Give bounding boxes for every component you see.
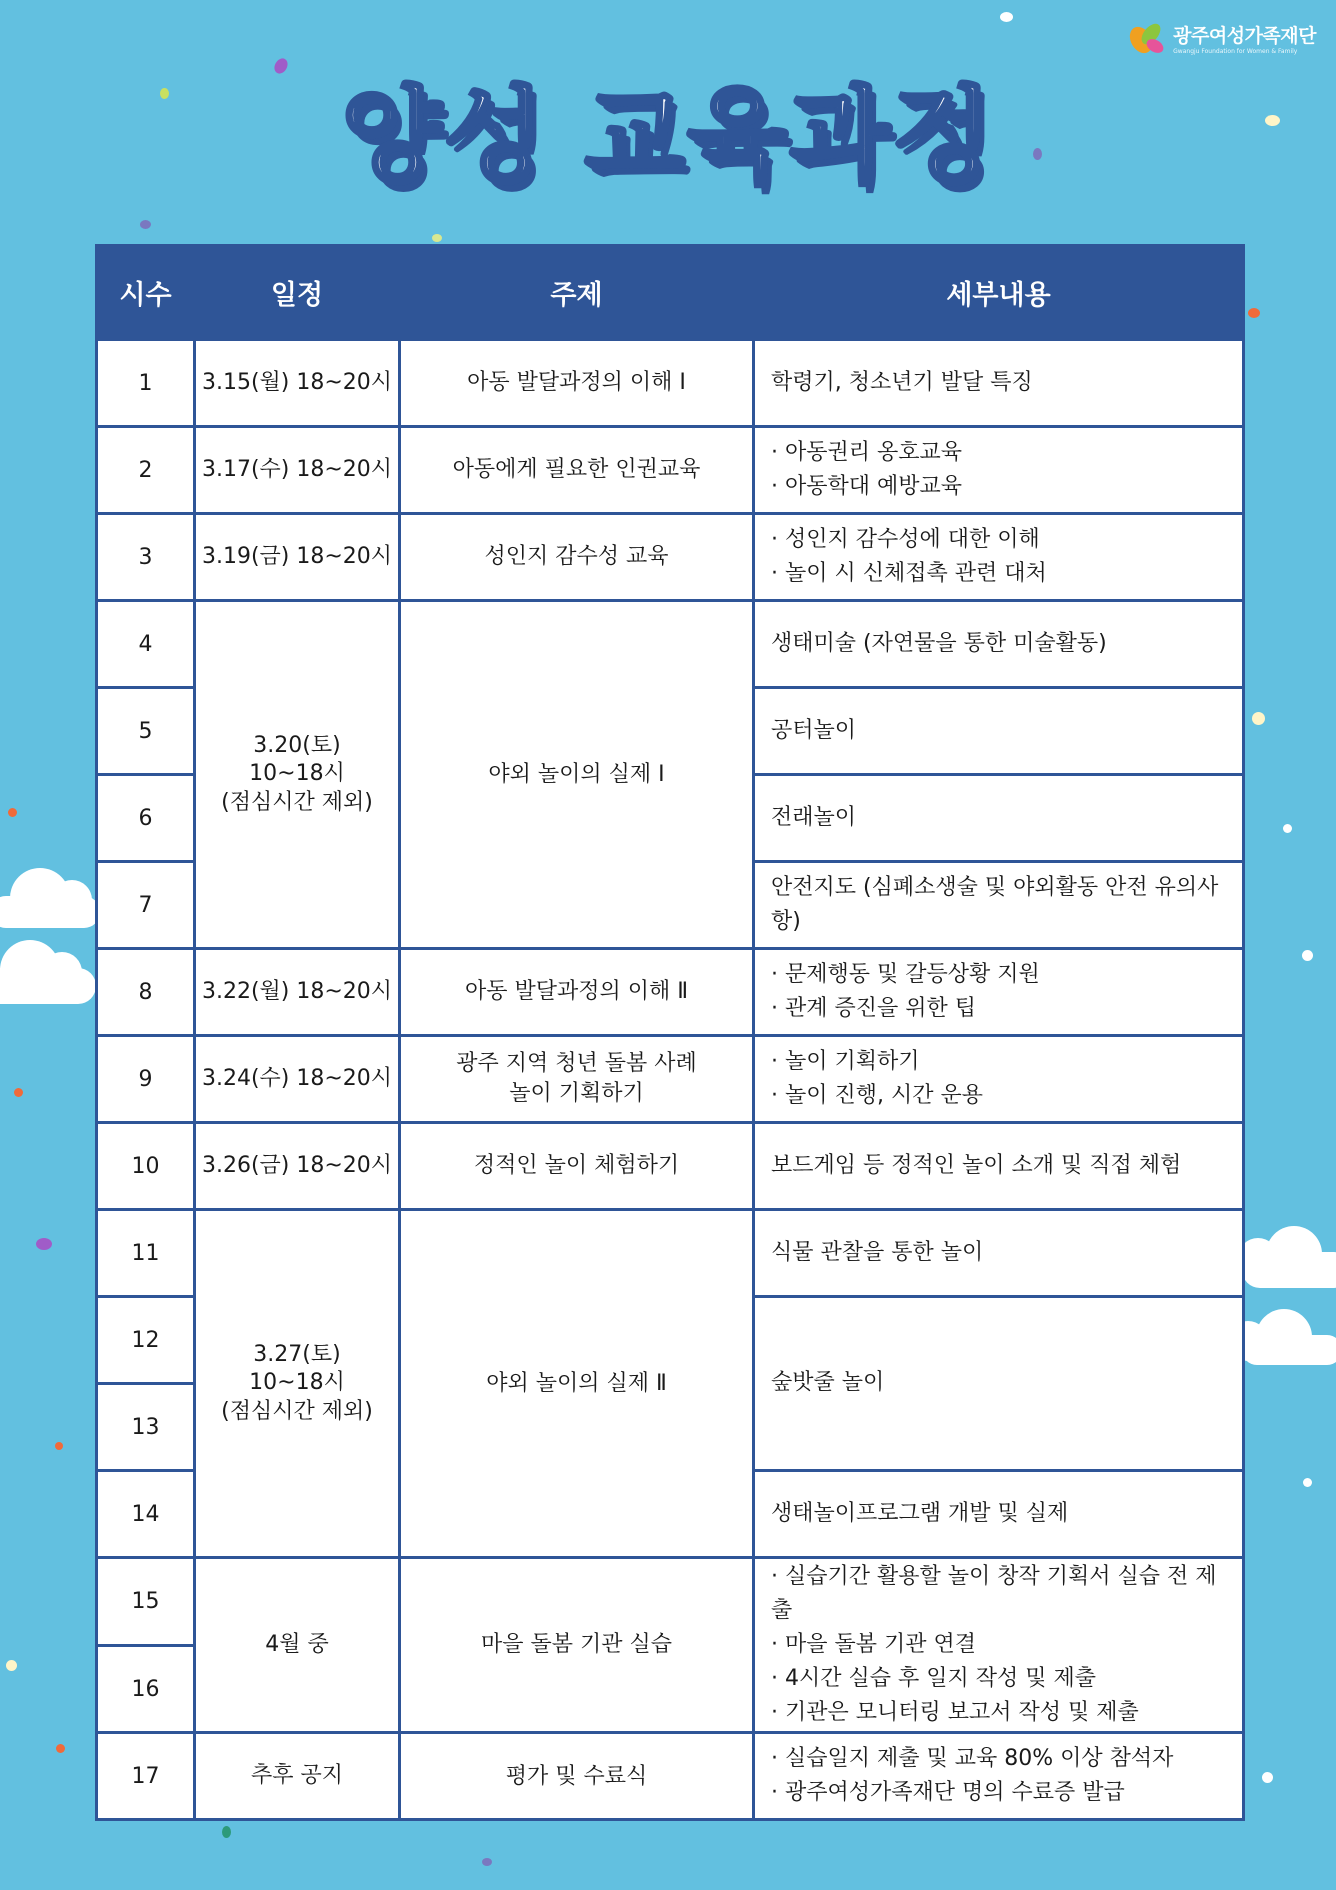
session-number: 15: [97, 1558, 195, 1646]
date-line: 3.26(금) 18~20시: [201, 1152, 393, 1178]
date-line: 10~18시: [249, 761, 345, 787]
confetti-dot: [1283, 824, 1292, 833]
table-row: [97, 949, 1244, 1036]
details-cell: [754, 862, 1244, 949]
session-number: 10: [97, 1123, 195, 1210]
detail-item: · 실습기간 활용할 놀이 창작 기획서 실습 전 제출: [771, 1560, 1236, 1628]
table-row: [97, 1733, 1244, 1820]
topic-cell: [400, 427, 754, 514]
detail-item: 식물 관찰을 통한 놀이: [771, 1239, 984, 1265]
session-number: 2: [97, 427, 195, 514]
date-line: (점심시간 제외): [221, 1398, 373, 1424]
details-cell: [754, 427, 1244, 514]
schedule-cell: [195, 1210, 400, 1558]
table-row: [97, 514, 1244, 601]
session-number: 4: [97, 601, 195, 688]
session-number: 7: [97, 862, 195, 949]
table-row: [97, 1558, 1244, 1646]
session-number: 6: [97, 775, 195, 862]
details-cell: [754, 775, 1244, 862]
table-row: [97, 1210, 1244, 1297]
detail-item: 생태미술 (자연물을 통한 미술활동): [771, 630, 1107, 656]
detail-item: · 성인지 감수성에 대한 이해: [771, 523, 1236, 557]
schedule-cell: [195, 601, 400, 949]
date-line: 추후 공지: [250, 1763, 343, 1789]
topic-cell: [400, 340, 754, 427]
cloud-decoration: [1242, 1335, 1336, 1365]
detail-item: 공터놀이: [771, 717, 857, 743]
session-number: 11: [97, 1210, 195, 1297]
confetti-dot: [8, 808, 17, 817]
session-number: 17: [97, 1733, 195, 1820]
table-row: [97, 1123, 1244, 1210]
details-cell: [754, 1036, 1244, 1123]
confetti-dot: [1302, 950, 1313, 961]
topic-line: 광주 지역 청년 돌봄 사례: [456, 1051, 697, 1077]
date-line: 3.22(월) 18~20시: [201, 978, 393, 1004]
topic-cell: [400, 1558, 754, 1733]
topic-line: 아동에게 필요한 인권교육: [452, 457, 701, 483]
details-cell: [754, 1733, 1244, 1820]
detail-item: 숲밧줄 놀이: [771, 1370, 885, 1396]
confetti-dot: [1252, 712, 1265, 725]
session-number: 13: [97, 1384, 195, 1471]
confetti-dot: [482, 1858, 492, 1866]
detail-item: · 광주여성가족재단 명의 수료증 발급: [771, 1776, 1236, 1810]
topic-line: 아동 발달과정의 이해 Ⅱ: [464, 979, 689, 1005]
confetti-dot: [36, 1238, 52, 1250]
header-schedule: 일정: [195, 246, 400, 340]
confetti-dot: [222, 1826, 231, 1838]
cloud-decoration: [0, 968, 96, 1004]
confetti-dot: [6, 1660, 17, 1671]
date-line: 3.15(월) 18~20시: [201, 369, 393, 395]
topic-cell: [400, 949, 754, 1036]
detail-item: · 아동학대 예방교육: [771, 470, 1236, 504]
cloud-decoration: [0, 896, 100, 928]
confetti-dot: [1000, 12, 1013, 22]
details-cell: [754, 1558, 1244, 1733]
topic-cell: [400, 514, 754, 601]
detail-item: 전래놀이: [771, 804, 857, 830]
topic-line: 성인지 감수성 교육: [484, 544, 669, 570]
date-line: 3.20(토): [253, 732, 341, 758]
topic-cell: [400, 601, 754, 949]
detail-item: 학령기, 청소년기 발달 특징: [771, 369, 1033, 395]
header-session: 시수: [97, 246, 195, 340]
details-cell: [754, 340, 1244, 427]
logo-name: 광주여성가족재단: [1173, 25, 1316, 47]
detail-item: · 실습일지 제출 및 교육 80% 이상 참석자: [771, 1742, 1236, 1776]
detail-item: · 놀이 기획하기: [771, 1045, 1236, 1079]
details-cell: [754, 1297, 1244, 1471]
topic-cell: [400, 1733, 754, 1820]
session-number: 9: [97, 1036, 195, 1123]
topic-cell: [400, 1210, 754, 1558]
confetti-dot: [140, 220, 151, 229]
topic-line: 놀이 기획하기: [509, 1081, 644, 1106]
detail-item: · 놀이 진행, 시간 운용: [771, 1079, 1236, 1113]
confetti-dot: [1262, 1772, 1273, 1783]
table-row: [97, 601, 1244, 688]
topic-cell: [400, 1036, 754, 1123]
date-line: 3.17(수) 18~20시: [201, 456, 393, 482]
detail-item: · 마을 돌봄 기관 연결: [771, 1628, 1236, 1662]
topic-line: 마을 돌봄 기관 실습: [481, 1632, 672, 1658]
session-number: 5: [97, 688, 195, 775]
schedule-cell: [195, 427, 400, 514]
detail-item: · 4시간 실습 후 일지 작성 및 제출: [771, 1662, 1236, 1696]
confetti-dot: [56, 1744, 65, 1753]
table-header-row: [97, 246, 1244, 340]
details-cell: [754, 1123, 1244, 1210]
table-row: [97, 427, 1244, 514]
topic-line: 야외 놀이의 실제 Ⅰ: [488, 761, 665, 787]
session-number: 12: [97, 1297, 195, 1384]
schedule-cell: [195, 1558, 400, 1733]
cloud-decoration: [1242, 1252, 1336, 1288]
details-cell: [754, 601, 1244, 688]
schedule-cell: [195, 340, 400, 427]
session-number: 3: [97, 514, 195, 601]
schedule-cell: [195, 1733, 400, 1820]
date-line: (점심시간 제외): [221, 789, 373, 815]
confetti-dot: [14, 1088, 23, 1097]
confetti-dot: [1248, 308, 1260, 318]
detail-item: · 기관은 모니터링 보고서 작성 및 제출: [771, 1696, 1236, 1730]
schedule-cell: [195, 514, 400, 601]
detail-item: · 놀이 시 신체접촉 관련 대처: [771, 557, 1236, 591]
page-title: 양성 교육과정: [341, 75, 995, 197]
table-row: [97, 1036, 1244, 1123]
confetti-dot: [1303, 1478, 1312, 1487]
date-line: 3.27(토): [253, 1341, 341, 1367]
date-line: 10~18시: [249, 1370, 345, 1396]
detail-item: 생태놀이프로그램 개발 및 실제: [771, 1500, 1069, 1526]
session-number: 16: [97, 1645, 195, 1733]
detail-item: · 문제행동 및 갈등상황 지원: [771, 958, 1236, 992]
schedule-cell: [195, 1036, 400, 1123]
confetti-dot: [55, 1442, 63, 1450]
table-row: [97, 340, 1244, 427]
details-cell: [754, 688, 1244, 775]
details-cell: [754, 949, 1244, 1036]
topic-line: 아동 발달과정의 이해 Ⅰ: [467, 370, 686, 396]
header-topic: 주제: [400, 246, 754, 340]
schedule-cell: [195, 949, 400, 1036]
header-details: 세부내용: [754, 246, 1244, 340]
detail-item: 보드게임 등 정적인 놀이 소개 및 직접 체험: [771, 1152, 1182, 1178]
details-cell: [754, 1210, 1244, 1297]
detail-item: · 관계 증진을 위한 팁: [771, 992, 1236, 1026]
schedule-cell: [195, 1123, 400, 1210]
table-body: [97, 340, 1244, 1820]
detail-item: · 아동권리 옹호교육: [771, 436, 1236, 470]
detail-item: 안전지도 (심폐소생술 및 야외활동 안전 유의사항): [771, 874, 1219, 934]
logo-subtitle: Gwangju Foundation for Women & Family: [1173, 48, 1298, 55]
topic-cell: [400, 1123, 754, 1210]
topic-line: 정적인 놀이 체험하기: [473, 1153, 680, 1179]
schedule-table: [95, 244, 1245, 1821]
date-line: 4월 중: [265, 1631, 329, 1657]
details-cell: [754, 514, 1244, 601]
session-number: 1: [97, 340, 195, 427]
confetti-dot: [432, 234, 442, 242]
topic-line: 야외 놀이의 실제 Ⅱ: [486, 1370, 667, 1396]
date-line: 3.24(수) 18~20시: [201, 1065, 393, 1091]
details-cell: [754, 1471, 1244, 1558]
topic-line: 평가 및 수료식: [505, 1763, 648, 1789]
date-line: 3.19(금) 18~20시: [201, 543, 393, 569]
session-number: 8: [97, 949, 195, 1036]
session-number: 14: [97, 1471, 195, 1558]
